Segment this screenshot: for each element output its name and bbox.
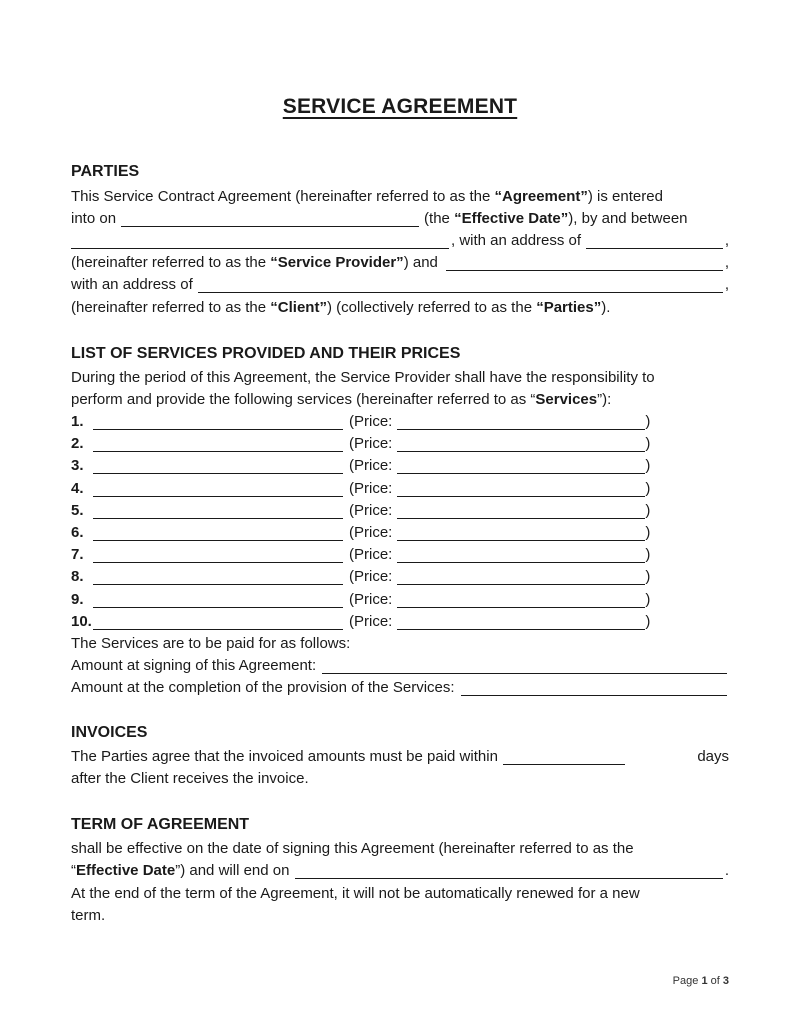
document-title: SERVICE AGREEMENT xyxy=(282,95,518,118)
service-price-blank[interactable] xyxy=(397,435,645,452)
page-footer: Page 1 of 3 xyxy=(672,975,729,987)
heading-services: LIST OF SERVICES PROVIDED AND THEIR PRICES xyxy=(71,345,461,362)
service-number: 4. xyxy=(71,479,84,497)
price-label: (Price: xyxy=(349,457,393,475)
service-row xyxy=(71,611,729,633)
service-number: 7. xyxy=(71,546,84,564)
service-number: 9. xyxy=(71,590,84,608)
service-description-blank[interactable] xyxy=(93,480,343,497)
service-row xyxy=(71,433,729,455)
services-line-2: perform and provide the following services (hereinafter referred to as “ Services ”): xyxy=(71,389,729,411)
client-address-blank[interactable] xyxy=(198,276,723,293)
price-close: ) xyxy=(645,524,651,541)
heading-invoices: INVOICES xyxy=(71,724,148,741)
price-label: (Price: xyxy=(349,612,393,630)
service-row xyxy=(71,566,729,588)
service-number: 3. xyxy=(71,457,84,475)
term-effective-date: “Effective Date” xyxy=(454,210,569,227)
service-description-blank[interactable] xyxy=(93,591,343,608)
service-number: 6. xyxy=(71,524,84,541)
price-close: ) xyxy=(645,501,651,519)
price-label: (Price: xyxy=(349,435,393,453)
parties-line-2: into on (the “Effective Date” ), by and between xyxy=(71,208,729,230)
parties-line-3: , with an address of , xyxy=(71,230,729,252)
invoices-line-2: after the Client receives the invoice. xyxy=(71,770,309,787)
provider-address-blank[interactable] xyxy=(586,232,723,249)
services-completion-line: Amount at the completion of the provision of the Services: xyxy=(71,677,729,699)
service-price-blank[interactable] xyxy=(397,524,645,541)
price-close: ) xyxy=(645,435,651,453)
service-description-blank[interactable] xyxy=(93,524,343,541)
price-close: ) xyxy=(645,457,651,475)
price-label: (Price: xyxy=(349,590,393,608)
service-row xyxy=(71,589,729,611)
service-description-blank[interactable] xyxy=(93,413,343,430)
price-close: ) xyxy=(645,612,651,630)
service-description-blank[interactable] xyxy=(93,568,343,585)
heading-term: TERM OF AGREEMENT xyxy=(71,816,250,833)
end-date-blank[interactable] xyxy=(295,862,722,879)
price-close: ) xyxy=(645,568,651,586)
service-row xyxy=(71,411,729,433)
services-line-1: During the period of this Agreement, the Service Provider shall have the responsibility to xyxy=(71,369,655,386)
parties-line-4: (hereinafter referred to as the “Service Provider” ) and , xyxy=(71,252,729,274)
price-label: (Price: xyxy=(349,413,393,430)
service-price-blank[interactable] xyxy=(397,613,645,630)
term-line-1: shall be effective on the date of signing this Agreement (hereinafter referred to as the xyxy=(71,840,634,857)
term-line-3: At the end of the term of the Agreement, it will not be automatically renewed for a new xyxy=(71,885,640,902)
price-label: (Price: xyxy=(349,568,393,586)
term-parties: “Parties” xyxy=(536,299,602,316)
service-number: 1. xyxy=(71,413,84,430)
service-price-blank[interactable] xyxy=(397,413,645,430)
service-description-blank[interactable] xyxy=(93,457,343,474)
term-agreement: “Agreement” xyxy=(494,188,588,205)
completion-amount-blank[interactable] xyxy=(461,679,727,696)
services-signing-line: Amount at signing of this Agreement: xyxy=(71,655,729,677)
service-description-blank[interactable] xyxy=(93,546,343,563)
price-close: ) xyxy=(645,479,651,497)
term-line-2: “ Effective Date ”) and will end on . xyxy=(71,860,729,882)
service-price-blank[interactable] xyxy=(397,457,645,474)
service-row xyxy=(71,522,729,544)
term-effective-date-2: Effective Date xyxy=(76,862,176,879)
service-price-blank[interactable] xyxy=(397,568,645,585)
parties-line-1: This Service Contract Agreement (hereinafter referred to as the “Agreement”) is entered xyxy=(71,188,663,205)
service-row xyxy=(71,500,729,522)
service-price-blank[interactable] xyxy=(397,546,645,563)
service-description-blank[interactable] xyxy=(93,502,343,519)
service-number: 10. xyxy=(71,612,92,630)
service-row xyxy=(71,478,729,500)
term-line-4: term. xyxy=(71,907,106,924)
service-description-blank[interactable] xyxy=(93,435,343,452)
service-price-blank[interactable] xyxy=(397,502,645,519)
parties-line-6: (hereinafter referred to as the “Client” ) (collectively referred to as the “Parties” ). xyxy=(71,297,729,319)
signing-amount-blank[interactable] xyxy=(322,657,727,674)
price-label: (Price: xyxy=(349,546,393,564)
price-close: ) xyxy=(645,546,651,564)
term-client: “Client” xyxy=(270,299,327,316)
price-close: ) xyxy=(645,413,651,430)
service-number: 5. xyxy=(71,501,84,519)
service-description-blank[interactable] xyxy=(93,613,343,630)
price-close: ) xyxy=(645,590,651,608)
service-price-blank[interactable] xyxy=(397,591,645,608)
services-payment-line: The Services are to be paid for as follows: xyxy=(71,635,351,652)
service-row xyxy=(71,544,729,566)
date-blank[interactable] xyxy=(121,210,419,227)
term-service-provider: “Service Provider” xyxy=(270,254,404,271)
invoices-line-1: The Parties agree that the invoiced amounts must be paid within days xyxy=(71,748,729,765)
price-label: (Price: xyxy=(349,524,393,541)
price-label: (Price: xyxy=(349,479,393,497)
client-name-blank[interactable] xyxy=(446,254,723,271)
service-price-blank[interactable] xyxy=(397,480,645,497)
parties-line-5: with an address of , xyxy=(71,276,729,293)
service-number: 8. xyxy=(71,568,84,586)
provider-name-blank[interactable] xyxy=(71,232,449,249)
service-row xyxy=(71,455,729,477)
days-blank[interactable] xyxy=(503,748,625,765)
heading-parties: PARTIES xyxy=(71,163,140,180)
term-services: Services xyxy=(535,391,598,408)
service-number: 2. xyxy=(71,435,84,453)
price-label: (Price: xyxy=(349,501,393,519)
